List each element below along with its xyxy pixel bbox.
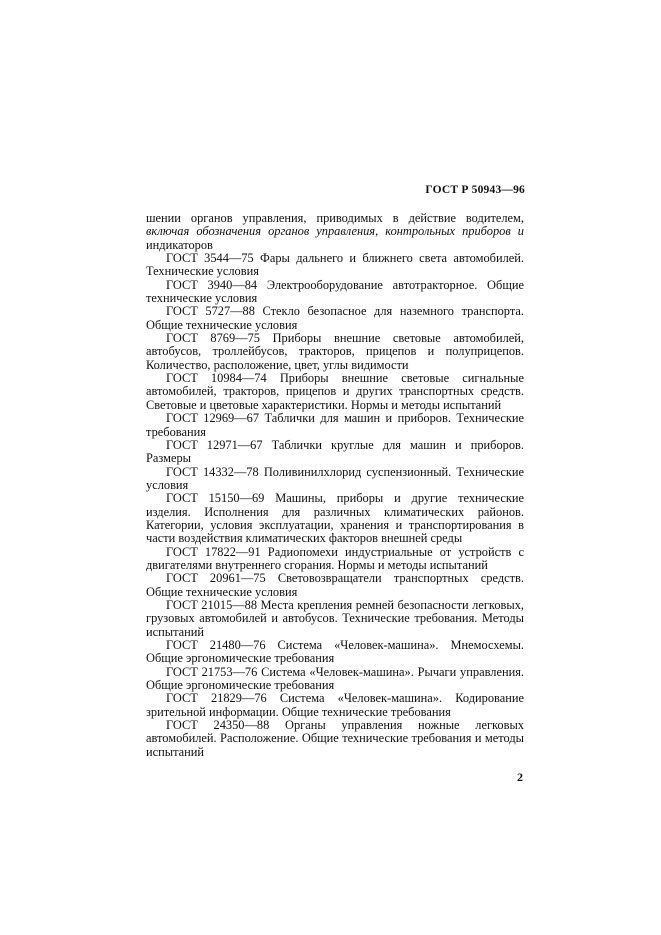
reference-gost-24350: ГОСТ 24350—88 Органы управления ножные легковых автомобилей. Расположение. Общие технические требования и методы испытаний xyxy=(146,718,524,759)
document-header: ГОСТ Р 50943—96 xyxy=(425,184,525,196)
page-number: 2 xyxy=(517,770,523,784)
reference-gost-12971: ГОСТ 12971—67 Таблички круглые для машин и приборов. Размеры xyxy=(146,437,524,466)
reference-gost-14332: ГОСТ 14332—78 Поливинилхлорид суспензионный. Технические условия xyxy=(146,464,524,492)
document-body xyxy=(146,212,524,759)
reference-gost-21015: ГОСТ 21015—88 Места крепления ремней безопасности легковых, грузовых автомобилей и автобусов. Технические требования. Методы испытаний xyxy=(146,597,524,639)
intro-text-end: индикаторов xyxy=(146,237,213,252)
intro-paragraph xyxy=(146,212,524,252)
reference-gost-20961: ГОСТ 20961—75 Световозвращатели транспортных средств. Общие технические условия xyxy=(146,571,524,599)
reference-gost-21829: ГОСТ 21829—76 Система «Человек-машина». Кодирование зрительной информации. Общие технические требования xyxy=(146,691,524,719)
reference-gost-3940: ГОСТ 3940—84 Электрооборудование автотракторное. Общие технические условия xyxy=(146,277,524,306)
reference-gost-21480: ГОСТ 21480—76 Система «Человек-машина». Мнемосхемы. Общие эргономические требования xyxy=(146,638,524,666)
reference-gost-3544: ГОСТ 3544—75 Фары дальнего и ближнего света автомобилей. Технические условия xyxy=(146,251,524,279)
reference-gost-21753: ГОСТ 21753—76 Система «Человек-машина». Рычаги управления. Общие эргономические требования xyxy=(146,664,524,693)
intro-text: шении органов управления, приводимых в действие водителем, xyxy=(146,211,524,225)
reference-gost-15150: ГОСТ 15150—69 Машины, приборы и другие технические изделия. Исполнения для различных климатических районов. Категории, условия эксплуатации, хранения и транспортирования в части воздействия климатических факторов внешней среды xyxy=(146,491,524,546)
reference-gost-8769: ГОСТ 8769—75 Приборы внешние световые автомобилей, автобусов, троллейбусов, тракторов, прицепов и полуприцепов. Количество, расположение, цвет, углы видимости xyxy=(146,331,524,372)
reference-gost-12969: ГОСТ 12969—67 Таблички для машин и приборов. Технические требования xyxy=(146,411,524,439)
reference-gost-5727: ГОСТ 5727—88 Стекло безопасное для наземного транспорта. Общие технические условия xyxy=(146,304,524,332)
reference-gost-17822: ГОСТ 17822—91 Радиопомехи индустриальные от устройств с двигателями внутреннего сгорания. Нормы и методы испытаний xyxy=(146,544,524,572)
intro-italic-text: включая обозначения органов управления, контрольных приборов и xyxy=(146,224,524,239)
reference-gost-10984: ГОСТ 10984—74 Приборы внешние световые сигнальные автомобилей, тракторов, прицепов и других транспортных средств. Световые и цветовые характеристики. Нормы и методы испытаний xyxy=(146,371,524,412)
